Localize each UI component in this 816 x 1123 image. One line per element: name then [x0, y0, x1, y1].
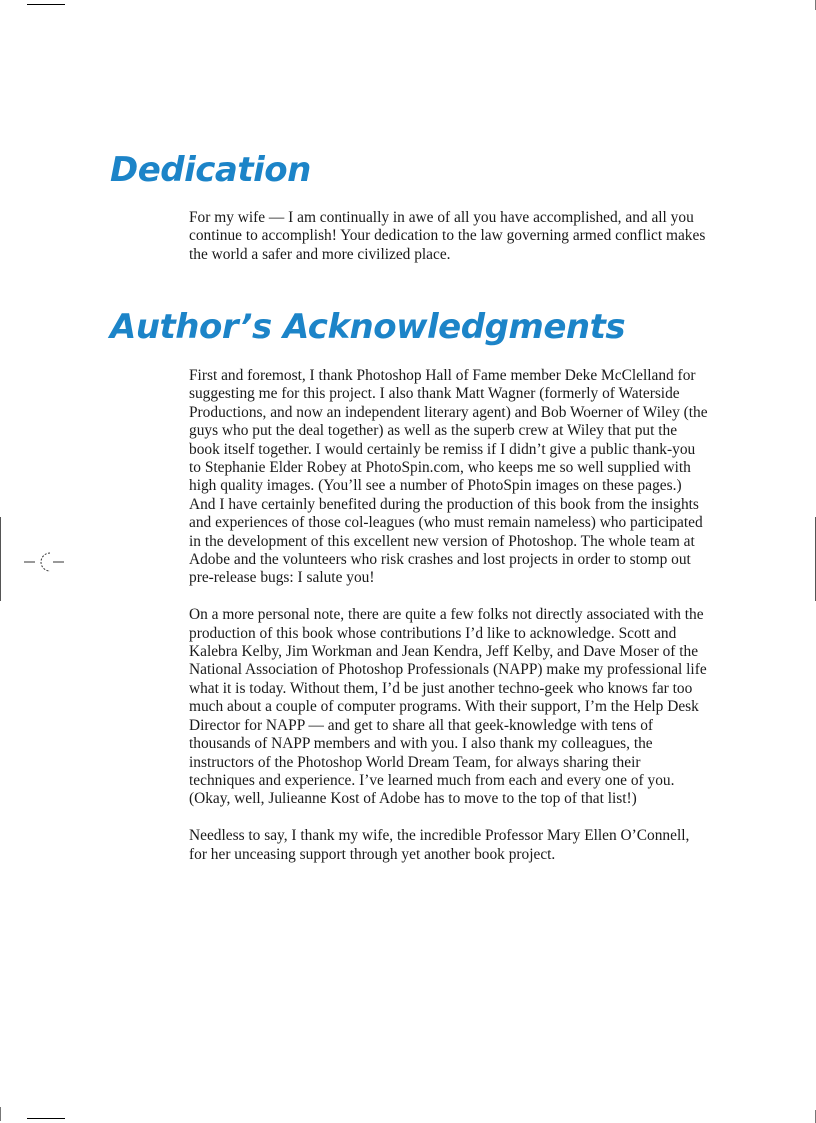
crop-mark-top-left	[27, 4, 65, 5]
acknowledgments-paragraph-3: Needless to say, I thank my wife, the incredible Professor Mary Ellen O’Connell, for her unceasing support through yet another book project.	[189, 827, 690, 863]
acknowledgments-body	[189, 367, 709, 864]
dedication-body	[189, 209, 709, 264]
crop-tick-bottom-left	[0, 1107, 1, 1121]
acknowledgments-paragraph-1: First and foremost, I thank Photoshop Hall of Fame member Deke McClelland for suggesting me for this project. I also thank Matt Wagner (formerly of Waterside Productions, and now an independent literary agent) and Bob Woerner of Wiley (the guys who put the deal together) as well as the superb crew at Wiley that put the book itself together. I would certainly be remiss if I didn’t give a public thank-you to Stephanie Elder Robey at PhotoSpin.com, who keeps me so well supplied with high quality images. (You’ll see a number of PhotoSpin images on these pages.) And I have certainly benefited during the production of this book from the insights and experiences of those col-leagues (who must remain nameless) who participated in the development of this excellent new version of Photoshop. The whole team at Adobe and the volunteers who risk crashes and lost projects in order to stomp out pre-release bugs: I salute you!	[189, 367, 708, 587]
dedication-heading: Dedication	[110, 150, 311, 190]
acknowledgments-heading: Author’s Acknowledgments	[110, 307, 626, 347]
crop-registration-icon	[22, 546, 66, 578]
dedication-paragraph: For my wife — I am continually in awe of all you have accomplished, and all you continue to accomplish! Your dedication to the law governing armed conflict makes the world a safer and more civilized place.	[189, 209, 706, 263]
acknowledgments-paragraph-2: On a more personal note, there are quite a few folks not directly associated with the production of this book whose contributions I’d like to acknowledge. Scott and Kalebra Kelby, Jim Workman and Jean Kendra, Jeff Kelby, and Dave Moser of the National Association of Photoshop Professionals (NAPP) make my professional life what it is today. Without them, I’d be just another techno-geek who knows far too much about a couple of computer programs. With their support, I’m the Help Desk Director for NAPP — and get to share all that geek-knowledge with tens of thousands of NAPP members and with you. I also thank my colleagues, the instructors of the Photoshop World Dream Team, for always sharing their techniques and experience. I’ve learned much from each and every one of you. (Okay, well, Julieanne Kost of Adobe has to move to the top of that list!)	[189, 606, 707, 808]
crop-mark-left-edge	[0, 517, 1, 601]
crop-mark-bottom-left	[27, 1118, 65, 1119]
